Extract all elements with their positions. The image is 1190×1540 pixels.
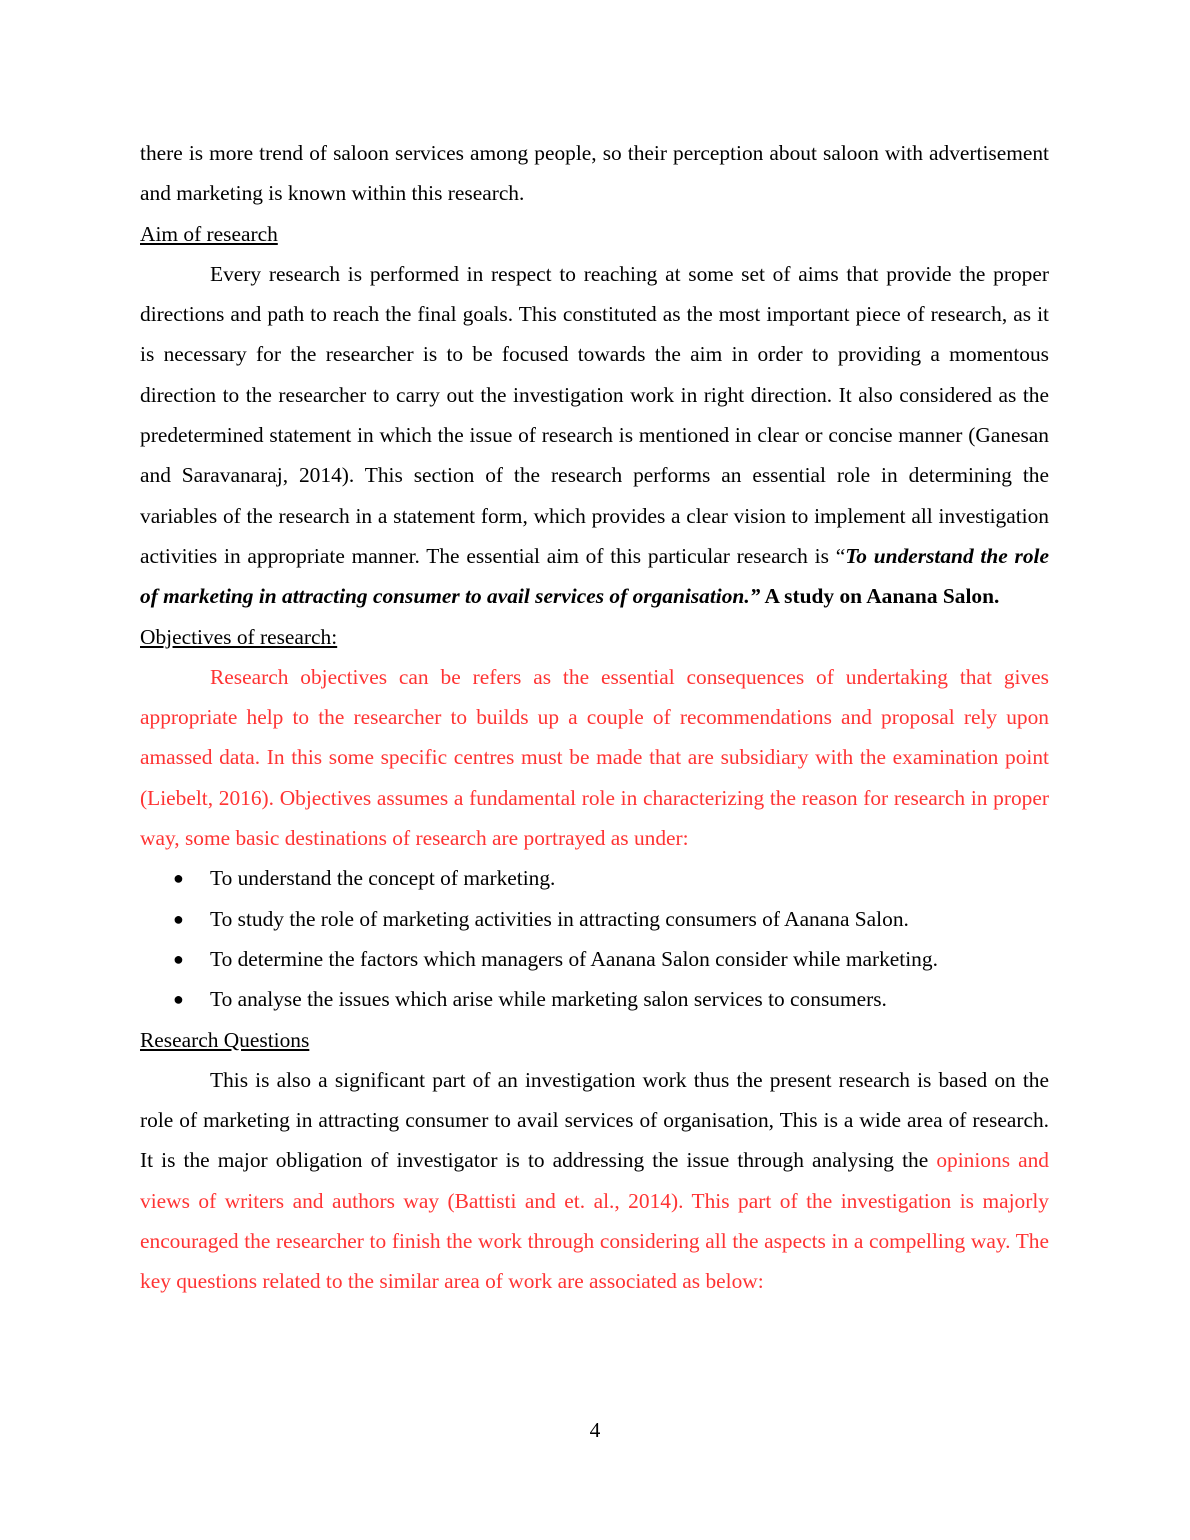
list-item — [140, 939, 1049, 979]
intro-paragraph: there is more trend of saloon services among people, so their perception about saloon with advertisement and marketing is known within this research. — [140, 141, 1049, 206]
list-item-text: To understand the concept of marketing. — [210, 866, 556, 891]
aim-heading: Aim of research — [140, 221, 278, 246]
objectives-heading: Objectives of research: — [140, 624, 338, 649]
list-item-text: To analyse the issues which arise while marketing salon services to consumers. — [210, 987, 887, 1012]
bullet-icon: ● — [173, 948, 184, 969]
page-number: 4 — [589, 1418, 601, 1442]
questions-highlighted-text: opinions and views of writers and authors way (Battisti and et. al., 2014). This part of the investigation is majorly encouraged the researcher to finish the work through considering all the aspects in a compelling way. The key questions related to the similar area of work are associated as below: — [140, 1148, 1049, 1294]
aim-paragraph — [140, 254, 1049, 617]
objectives-paragraph: Research objectives can be refers as the essential consequences of undertaking that gives appropriate help to the researcher to builds up a couple of recommendations and proposal rely upon amassed data. In this some specific centres must be made that are subsidiary with the examination point (Liebelt, 2016). Objectives assumes a fundamental role in characterizing the reason for research in proper way, some basic destinations of research are portrayed as under: — [140, 664, 1049, 851]
questions-heading: Research Questions — [140, 1027, 310, 1052]
aim-body-text: Every research is performed in respect to reaching at some set of aims that provide the proper directions and path to reach the final goals. This constituted as the most important piece of research, as it is necessary for the researcher is to be focused towards the aim in order to providing a momentous direction to the researcher to carry out the investigation work in right direction. It also considered as the predetermined statement in which the issue of research is mentioned in clear or concise manner (Ganesan and Saravanaraj, 2014). This section of the research performs an essential role in determining the variables of the research in a statement form, which provides a clear vision to implement all investigation activities in appropriate manner. The essential aim of this particular research is “ — [140, 261, 1049, 568]
aim-statement: To understand the role of marketing in attracting consumer to avail services of organisation.” — [140, 543, 1049, 609]
objectives-list — [140, 858, 1049, 1019]
questions-body-text: This is also a significant part of an investigation work thus the present research is based on the role of marketing in attracting consumer to avail services of organisation, This is a wide area of research. It is the major obligation of investigator is to addressing the issue through analysing the — [140, 1067, 1049, 1173]
list-item-text: To determine the factors which managers of Aanana Salon consider while marketing. — [210, 946, 938, 971]
bullet-icon: ● — [173, 989, 184, 1010]
bullet-icon: ● — [173, 868, 184, 889]
list-item — [140, 858, 1049, 898]
document-page — [140, 133, 1049, 1302]
questions-paragraph — [140, 1060, 1049, 1302]
list-item — [140, 899, 1049, 939]
list-item-text: To study the role of marketing activities in attracting consumers of Aanana Salon. — [210, 906, 909, 931]
aim-study-note: A study on Aanana Salon. — [760, 584, 1000, 609]
list-item — [140, 979, 1049, 1019]
bullet-icon: ● — [173, 908, 184, 929]
